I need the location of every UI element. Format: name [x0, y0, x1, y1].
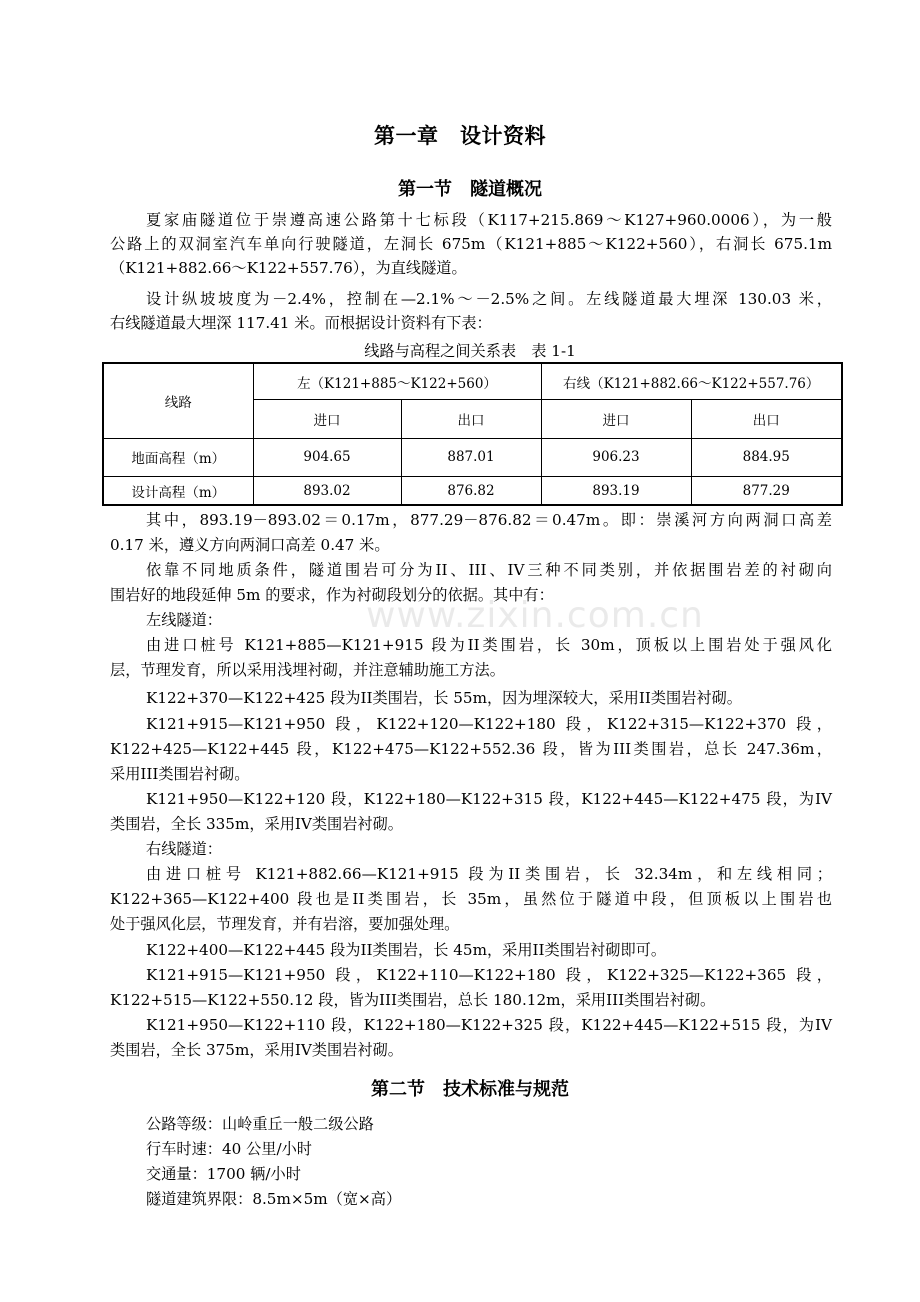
- table-cell: 906.23: [541, 438, 691, 477]
- paragraph-line: K122+400—K122+445 段为II类围岩，长 45m，采用II类围岩衬砌即可。: [146, 941, 667, 959]
- paragraph-line: 右线隧道最大埋深 117.41 米。而根据设计资料有下表：: [110, 314, 492, 332]
- paragraph-line: 由进口桩号 K121+885—K121+915 段为II类围岩，长 30m，顶板以上围岩处于强风化: [146, 636, 832, 654]
- table-sub-header: 出口: [401, 400, 541, 439]
- spec-item: 公路等级：山岭重丘一般二级公路: [146, 1115, 374, 1133]
- paragraph-line: K121+950—K122+110 段，K122+180—K122+325 段，K122+445—K122+515 段，为IV: [146, 1016, 832, 1034]
- watermark: www.zixin.com.cn: [366, 595, 704, 636]
- section-title-2: 第二节 技术标准与规范: [371, 1079, 569, 1100]
- table-cell: 884.95: [691, 438, 842, 477]
- table-sub-header: 进口: [541, 400, 691, 439]
- table-cell: 904.65: [253, 438, 401, 477]
- table-sub-header: 出口: [691, 400, 842, 439]
- table-cell: 876.82: [401, 477, 541, 505]
- paragraph-line: 类围岩，全长 375m，采用IV类围岩衬砌。: [110, 1041, 403, 1059]
- paragraph-line: 处于强风化层，节理发育，并有岩溶，要加强处理。: [110, 915, 460, 933]
- left-tunnel-label: 左线隧道：: [146, 611, 222, 629]
- table-cell: 893.02: [253, 477, 401, 505]
- paragraph-line: 层，节理发育，所以采用浅埋衬砌，并注意辅助施工方法。: [110, 661, 505, 679]
- table-right-header: 右线（K121+882.66～K122+557.76）: [541, 363, 842, 400]
- chapter-title: 第一章 设计资料: [374, 124, 546, 148]
- paragraph-line: 由进口桩号 K121+882.66—K121+915 段为II类围岩，长 32.34m，和左线相同；: [146, 865, 832, 883]
- paragraph-line: K122+370—K122+425 段为II类围岩，长 55m，因为埋深较大，采用II类围岩衬砌。: [146, 689, 742, 707]
- table-cell: 893.19: [541, 477, 691, 505]
- paragraph-line: K122+425—K122+445 段，K122+475—K122+552.36 段，皆为III类围岩，总长 247.36m，: [110, 740, 832, 758]
- paragraph-line: 类围岩，全长 335m，采用IV类围岩衬砌。: [110, 815, 403, 833]
- spec-item: 隧道建筑界限：8.5m×5m（宽×高）: [146, 1190, 402, 1208]
- table-caption: 线路与高程之间关系表 表 1-1: [364, 342, 576, 360]
- table-row: [103, 438, 842, 477]
- paragraph-line: 依靠不同地质条件，隧道围岩可分为II、III、IV三种不同类别，并依据围岩差的衬砌向: [146, 561, 832, 579]
- spec-item: 交通量：1700 辆/小时: [146, 1165, 301, 1183]
- table-cell: 877.29: [691, 477, 842, 505]
- section-title-1: 第一节 隧道概况: [398, 179, 542, 200]
- paragraph-line: 采用III类围岩衬砌。: [110, 765, 250, 783]
- table-sub-header: 进口: [253, 400, 401, 439]
- paragraph-line: K121+915—K121+950 段，K122+120—K122+180 段，K122+315—K122+370 段，: [146, 715, 832, 733]
- table-row-header: 线路: [103, 363, 253, 438]
- table-cell: 887.01: [401, 438, 541, 477]
- paragraph-line: 夏家庙隧道位于崇遵高速公路第十七标段（K117+215.869～K127+960.0006），为一般: [146, 211, 832, 229]
- paragraph-line: K122+515—K122+550.12 段，皆为III类围岩，总长 180.12m，采用III类围岩衬砌。: [110, 991, 716, 1009]
- paragraph-line: 围岩好的地段延伸 5m 的要求，作为衬砌段划分的依据。其中有：: [110, 586, 554, 604]
- spec-item: 行车时速：40 公里/小时: [146, 1140, 312, 1158]
- elevation-table: [102, 362, 843, 506]
- table-row-label: 设计高程（m）: [103, 477, 253, 505]
- paragraph-line: 公路上的双洞室汽车单向行驶隧道，左洞长 675m（K121+885～K122+560），右洞长 675.1m: [110, 235, 832, 253]
- paragraph-line: 0.17 米，遵义方向两洞口高差 0.47 米。: [110, 536, 390, 554]
- paragraph-line: 设计纵坡坡度为－2.4%，控制在—2.1%～－2.5%之间。左线隧道最大埋深 130.03 米，: [146, 290, 832, 308]
- paragraph-line: K121+915—K121+950 段，K122+110—K122+180 段，K122+325—K122+365 段，: [146, 966, 832, 984]
- table-row-label: 地面高程（m）: [103, 438, 253, 477]
- table-left-header: 左（K121+885～K122+560）: [253, 363, 541, 400]
- paragraph-line: K122+365—K122+400 段也是II类围岩，长 35m，虽然位于隧道中段，但顶板以上围岩也: [110, 890, 832, 908]
- paragraph-line: 其中，893.19－893.02＝0.17m，877.29－876.82＝0.47m。即：崇溪河方向两洞口高差: [146, 511, 832, 529]
- paragraph-line: （K121+882.66～K122+557.76），为直线隧道。: [110, 259, 467, 277]
- paragraph-line: K121+950—K122+120 段，K122+180—K122+315 段，K122+445—K122+475 段，为IV: [146, 790, 832, 808]
- table-row: [103, 477, 842, 505]
- right-tunnel-label: 右线隧道：: [146, 840, 222, 858]
